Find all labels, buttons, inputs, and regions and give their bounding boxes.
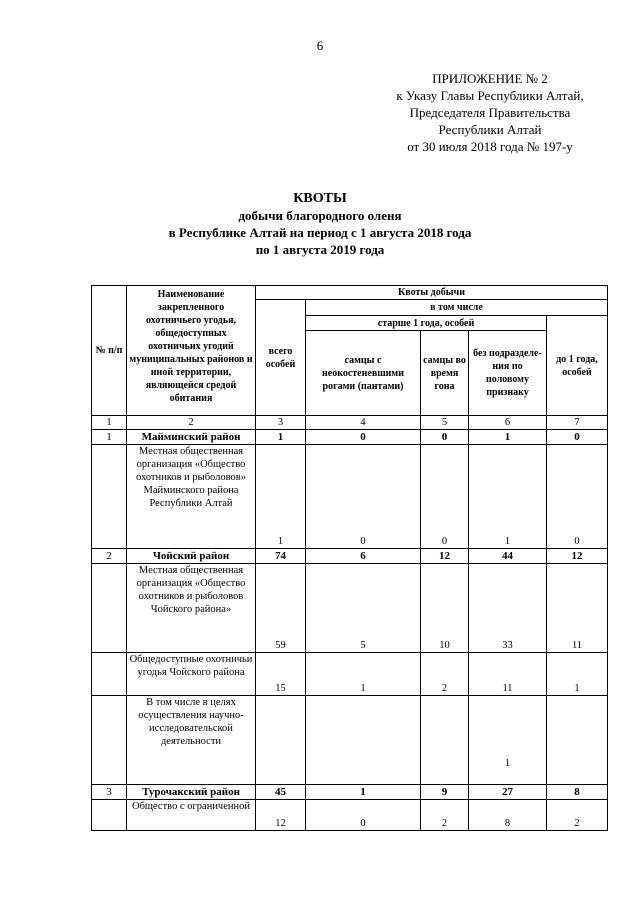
row-no-sex: 1 [469, 696, 547, 785]
header-total: всего особей [256, 300, 306, 416]
header-quotas: Квоты добычи [256, 286, 608, 300]
appendix-line: Республики Алтай [438, 122, 542, 137]
row-no-sex: 27 [469, 785, 547, 800]
appendix-line: ПРИЛОЖЕНИЕ № 2 [432, 71, 548, 86]
row-under-one: 12 [547, 549, 608, 564]
column-number-row [92, 416, 608, 430]
row-total: 59 [256, 564, 306, 653]
row-num: 1 [92, 430, 127, 445]
column-number: 2 [127, 416, 256, 430]
row-no-sex: 11 [469, 653, 547, 696]
row-total: 45 [256, 785, 306, 800]
page-number: 6 [316, 38, 324, 53]
row-under-one: 0 [547, 445, 608, 549]
row-males-rut: 9 [421, 785, 469, 800]
row-no-sex: 44 [469, 549, 547, 564]
header-males-antlers: самцы с неокостеневшими рогами (пантами) [306, 331, 421, 416]
title-line: в Республике Алтай на период с 1 августа 2018 года [168, 225, 472, 240]
row-name: Местная общественная организация «Общество охотников и рыболовов Чойского района» [127, 564, 256, 653]
org-row [92, 800, 608, 831]
header-including: в том числе [306, 300, 608, 316]
row-num: 3 [92, 785, 127, 800]
row-males-antlers: 0 [306, 430, 421, 445]
row-males-antlers: 0 [306, 800, 421, 831]
title-main: КВОТЫ [293, 191, 347, 206]
row-name: В том числе в целях осуществления научно-исследовательской деятельности [127, 696, 256, 785]
org-row [92, 696, 608, 785]
appendix-line: к Указу Главы Республики Алтай, [396, 88, 584, 103]
row-males-antlers: 6 [306, 549, 421, 564]
row-males-rut: 0 [421, 430, 469, 445]
header-no-sex: без подразделе-ния по половому признаку [469, 331, 547, 416]
row-total [256, 696, 306, 785]
row-under-one: 11 [547, 564, 608, 653]
row-males-antlers [306, 696, 421, 785]
row-num [92, 564, 127, 653]
header-row-1 [92, 286, 608, 300]
district-row-turochaksky [92, 785, 608, 800]
column-number: 5 [421, 416, 469, 430]
row-total: 12 [256, 800, 306, 831]
row-num [92, 696, 127, 785]
column-number: 3 [256, 416, 306, 430]
row-males-rut: 10 [421, 564, 469, 653]
row-num [92, 653, 127, 696]
column-number: 1 [92, 416, 127, 430]
column-number: 7 [547, 416, 608, 430]
row-no-sex: 1 [469, 445, 547, 549]
quota-table [91, 285, 608, 831]
column-number: 4 [306, 416, 421, 430]
row-under-one [547, 696, 608, 785]
org-row [92, 445, 608, 549]
row-males-rut: 2 [421, 653, 469, 696]
row-males-rut: 0 [421, 445, 469, 549]
appendix-line: от 30 июля 2018 года № 197-у [407, 139, 573, 154]
row-males-rut: 12 [421, 549, 469, 564]
row-total: 1 [256, 430, 306, 445]
row-under-one: 1 [547, 653, 608, 696]
header-under-one: до 1 года, особей [547, 316, 608, 416]
row-males-antlers: 0 [306, 445, 421, 549]
title-line: добычи благородного оленя [238, 208, 402, 223]
header-males-rut: самцы во время гона [421, 331, 469, 416]
row-name: Чойский район [127, 549, 256, 564]
header-name: Наименование закрепленного охотничьего угодья, общедоступных охотничьих угодий муниципальных районов и иной территории, являющейся средой обитания [127, 286, 256, 416]
row-under-one: 2 [547, 800, 608, 831]
title-line: по 1 августа 2019 года [255, 242, 385, 257]
row-under-one: 0 [547, 430, 608, 445]
row-name: Общество с ограниченной [127, 800, 256, 831]
row-males-rut [421, 696, 469, 785]
district-row-choisky [92, 549, 608, 564]
row-num: 2 [92, 549, 127, 564]
row-name: Турочакский район [127, 785, 256, 800]
row-total: 1 [256, 445, 306, 549]
district-row-maiminsky [92, 430, 608, 445]
row-total: 74 [256, 549, 306, 564]
row-name: Майминский район [127, 430, 256, 445]
column-number: 6 [469, 416, 547, 430]
header-num: № п/п [92, 286, 127, 416]
document-title [0, 190, 640, 258]
row-num [92, 800, 127, 831]
row-total: 15 [256, 653, 306, 696]
row-name: Местная общественная организация «Общество охотников и рыболовов» Майминского района Республики Алтай [127, 445, 256, 549]
row-males-antlers: 1 [306, 653, 421, 696]
row-name: Общедоступные охотничьи угодья Чойского района [127, 653, 256, 696]
row-males-antlers: 5 [306, 564, 421, 653]
row-no-sex: 1 [469, 430, 547, 445]
row-under-one: 8 [547, 785, 608, 800]
header-older: старше 1 года, особей [306, 316, 547, 331]
org-row [92, 564, 608, 653]
org-row [92, 653, 608, 696]
appendix-header [340, 70, 640, 155]
row-num [92, 445, 127, 549]
row-no-sex: 33 [469, 564, 547, 653]
row-males-antlers: 1 [306, 785, 421, 800]
appendix-line: Председателя Правительства [409, 105, 571, 120]
row-no-sex: 8 [469, 800, 547, 831]
row-males-rut: 2 [421, 800, 469, 831]
